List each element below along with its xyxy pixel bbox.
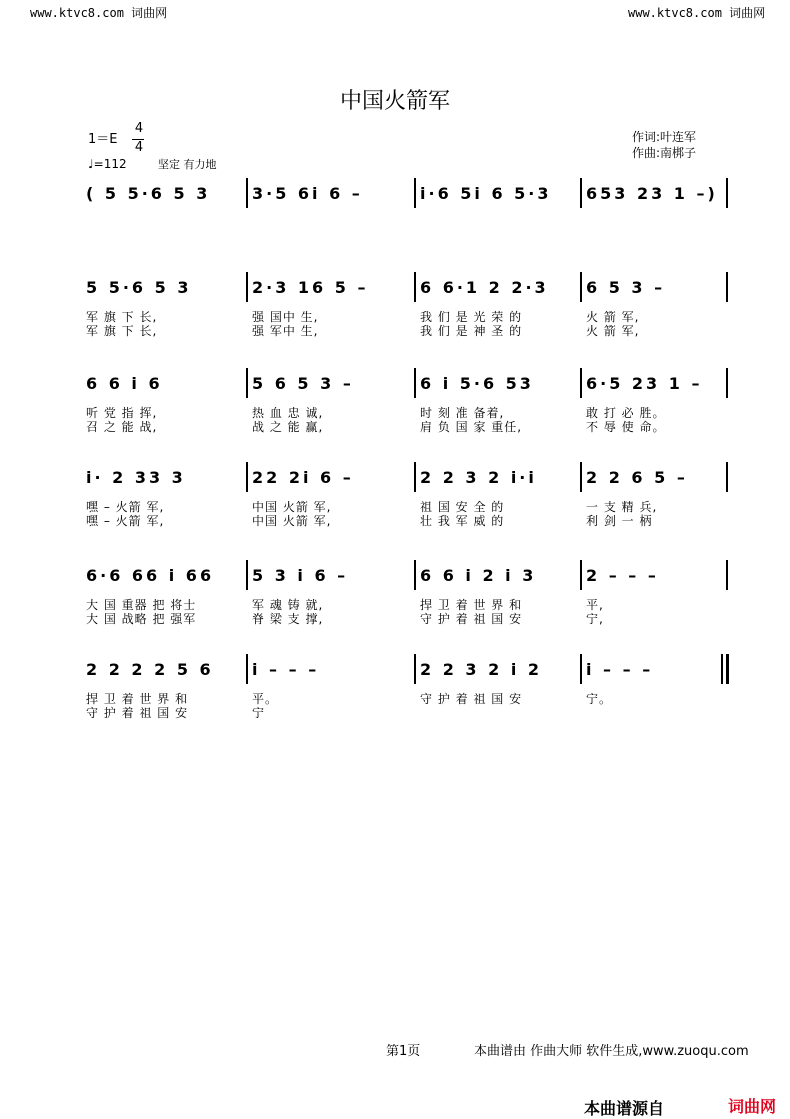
barline (246, 178, 248, 208)
key-signature: 1＝E (88, 132, 118, 147)
lyric-verse-2: 军 旗 下 长, (86, 324, 158, 338)
measure: 2 – – – (586, 566, 659, 585)
barline (246, 560, 248, 590)
tempo-marking: ♩=112 (88, 157, 127, 171)
barline (726, 462, 728, 492)
barline (414, 654, 416, 684)
lyric-verse-1: 中国 火箭 军, (252, 500, 332, 514)
lyric-verse-1: 敢 打 必 胜。 (586, 406, 666, 420)
score-system (80, 654, 730, 720)
lyric-verse-2: 战 之 能 赢, (252, 420, 324, 434)
measure: 653 23 1 –) (586, 184, 718, 203)
barline (726, 654, 729, 684)
lyric-verse-2: 肩 负 国 家 重任, (420, 420, 523, 434)
lyric-verse-1: 捍 卫 着 世 界 和 (420, 598, 523, 612)
measure: 6 6 i 6 (86, 374, 163, 393)
measure: i· 2 33 3 (86, 468, 186, 487)
barline (580, 272, 582, 302)
barline (414, 368, 416, 398)
lyric-verse-1: 热 血 忠 诚, (252, 406, 324, 420)
score-system (80, 272, 730, 338)
lyric-verse-1: 我 们 是 光 荣 的 (420, 310, 523, 324)
barline (580, 178, 582, 208)
lyric-verse-2: 火 箭 军, (586, 324, 640, 338)
barline (414, 178, 416, 208)
lyric-verse-1: 大 国 重器 把 将士 (86, 598, 197, 612)
score-system (80, 560, 730, 626)
lyric-verse-2: 壮 我 军 威 的 (420, 514, 505, 528)
lyric-verse-2: 嘿 – 火箭 军, (86, 514, 165, 528)
barline (246, 368, 248, 398)
measure: 6 i 5·6 53 (420, 374, 534, 393)
barline (580, 462, 582, 492)
lyric-verse-1: 捍 卫 着 世 界 和 (86, 692, 189, 706)
measure: 6·5 23 1 – (586, 374, 703, 393)
expression-marking: 坚定 有力地 (158, 158, 217, 171)
lyric-verse-2: 召 之 能 战, (86, 420, 158, 434)
measure: 2 2 3 2 i 2 (420, 660, 542, 679)
site-watermark-left: www.ktvc8.com 词曲网 (30, 6, 168, 20)
measure: i – – – (252, 660, 320, 679)
barline (580, 368, 582, 398)
lyric-verse-2: 我 们 是 神 圣 的 (420, 324, 523, 338)
measure: 5 3 i 6 – (252, 566, 349, 585)
barline (246, 272, 248, 302)
lyric-verse-1: 军 旗 下 长, (86, 310, 158, 324)
lyric-verse-1: 宁。 (586, 692, 613, 706)
barline (414, 272, 416, 302)
lyric-verse-2: 强 军中 生, (252, 324, 319, 338)
score-system (80, 462, 730, 528)
measure: i – – – (586, 660, 654, 679)
measure: 22 2i 6 – (252, 468, 354, 487)
barline (246, 654, 248, 684)
measure: 5 6 5 3 – (252, 374, 354, 393)
lyric-verse-2: 宁, (586, 612, 604, 626)
time-signature-bottom: 4 (134, 140, 144, 155)
barline (246, 462, 248, 492)
lyric-verse-1: 听 党 指 挥, (86, 406, 158, 420)
lyric-verse-2: 不 辱 使 命。 (586, 420, 666, 434)
lyric-verse-1: 祖 国 安 全 的 (420, 500, 505, 514)
page-number: 第1页 (386, 1044, 421, 1059)
lyric-verse-1: 一 支 精 兵, (586, 500, 658, 514)
lyric-verse-2: 中国 火箭 军, (252, 514, 332, 528)
composer-credit: 作曲:南梆子 (632, 146, 697, 160)
measure: ( 5 5·6 5 3 (86, 184, 211, 203)
barline (580, 560, 582, 590)
time-signature-top: 4 (134, 121, 144, 136)
measure: 6·6 66 i 66 (86, 566, 215, 585)
measure: 5 5·6 5 3 (86, 278, 192, 297)
measure: 2 2 3 2 i·i (420, 468, 537, 487)
lyric-verse-1: 嘿 – 火箭 军, (86, 500, 165, 514)
lyric-verse-1: 强 国中 生, (252, 310, 319, 324)
generator-credit: 本曲谱由 作曲大师 软件生成,www.zuoqu.com (474, 1044, 749, 1059)
barline (726, 178, 728, 208)
lyricist-credit: 作词:叶连军 (632, 130, 697, 144)
measure: 2 2 2 2 5 6 (86, 660, 214, 679)
lyric-verse-2: 守 护 着 祖 国 安 (86, 706, 189, 720)
score-system (80, 368, 730, 434)
lyric-verse-2: 宁 (252, 706, 266, 720)
measure: 2 2 6 5 – (586, 468, 688, 487)
lyric-verse-1: 守 护 着 祖 国 安 (420, 692, 523, 706)
barline (726, 272, 728, 302)
barline (414, 462, 416, 492)
barline (580, 654, 582, 684)
barline (414, 560, 416, 590)
lyric-verse-1: 平。 (252, 692, 279, 706)
final-barline (721, 654, 723, 684)
measure: 2·3 16 5 – (252, 278, 369, 297)
barline (726, 560, 728, 590)
lyric-verse-2: 利 剑 一 柄 (586, 514, 653, 528)
lyric-verse-1: 军 魂 铸 就, (252, 598, 324, 612)
lyric-verse-2: 守 护 着 祖 国 安 (420, 612, 523, 626)
song-title: 中国火箭军 (339, 89, 450, 114)
measure: i·6 5i 6 5·3 (420, 184, 552, 203)
lyric-verse-1: 平, (586, 598, 604, 612)
measure: 6 6·1 2 2·3 (420, 278, 549, 297)
source-label: 本曲谱源自 (584, 1099, 665, 1118)
site-watermark-right: www.ktvc8.com 词曲网 (628, 6, 766, 20)
measure: 6 5 3 – (586, 278, 666, 297)
lyric-verse-1: 时 刻 准 备着, (420, 406, 505, 420)
measure: 6 6 i 2 i 3 (420, 566, 537, 585)
score-system (80, 178, 730, 218)
barline (726, 368, 728, 398)
lyric-verse-2: 大 国 战略 把 强军 (86, 612, 197, 626)
measure: 3·5 6i 6 – (252, 184, 363, 203)
lyric-verse-2: 脊 梁 支 撑, (252, 612, 324, 626)
brand-logo: 词曲网 (728, 1097, 777, 1116)
lyric-verse-1: 火 箭 军, (586, 310, 640, 324)
